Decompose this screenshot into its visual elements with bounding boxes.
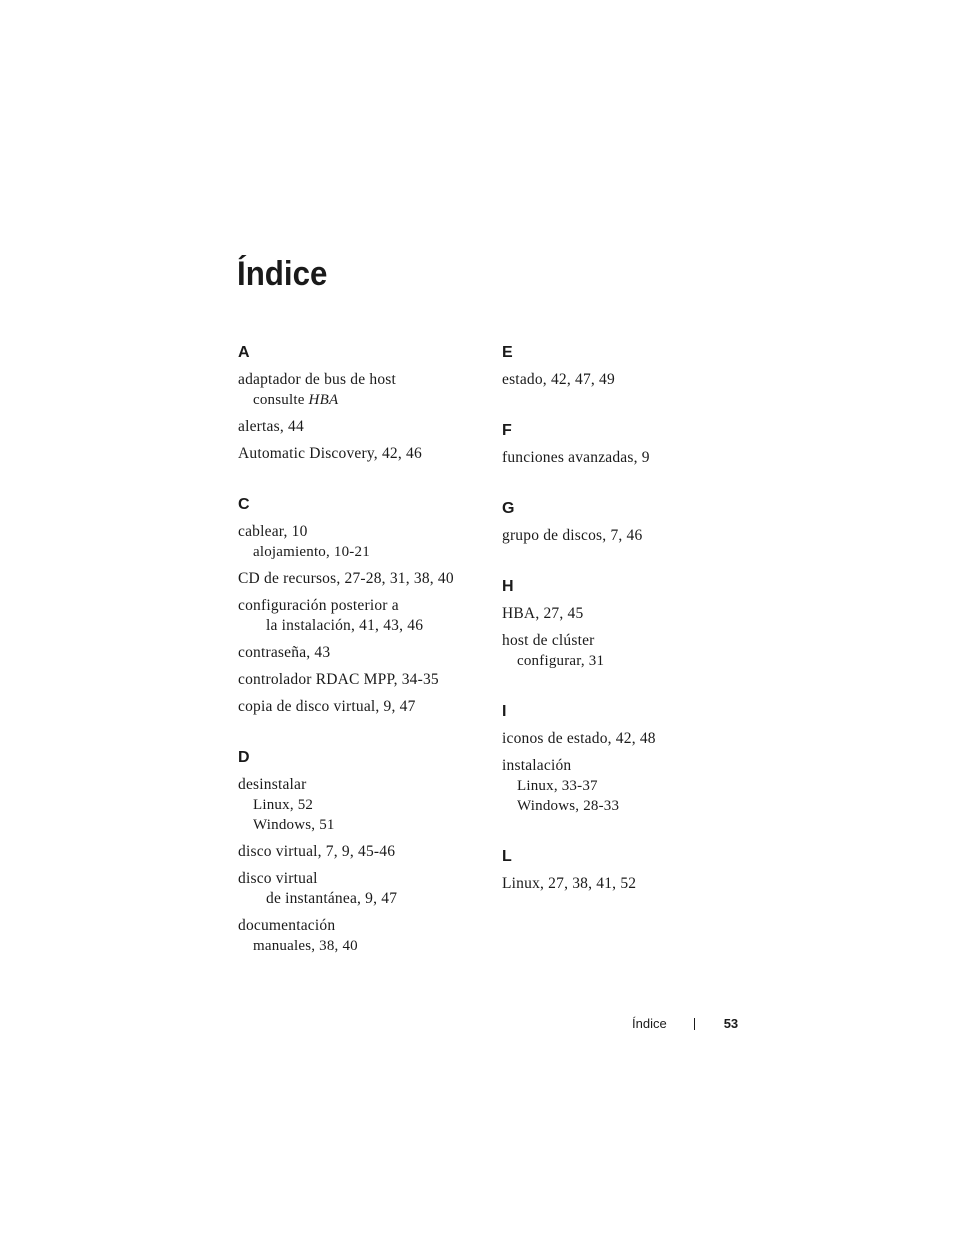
index-term: contraseña, 43 <box>238 644 331 661</box>
subentry-text: consulte <box>253 392 309 408</box>
index-section <box>238 340 488 464</box>
index-subentry <box>502 776 752 796</box>
index-entry <box>502 604 752 624</box>
index-term: grupo de discos, 7, 46 <box>502 527 643 544</box>
index-section <box>502 844 752 894</box>
index-subentry <box>238 390 488 410</box>
index-entries <box>502 522 752 546</box>
index-term: cablear, 10 <box>238 523 308 540</box>
index-section <box>502 699 752 816</box>
index-entries <box>238 771 488 956</box>
section-letter: H <box>502 578 514 595</box>
index-term: adaptador de bus de host <box>238 371 397 388</box>
index-entry <box>502 370 752 390</box>
subentry-text: Windows, 51 <box>253 817 335 833</box>
index-entry <box>238 522 488 562</box>
footer-separator <box>694 1018 695 1030</box>
index-entry <box>502 756 752 816</box>
subentry-text: configurar, 31 <box>517 653 605 669</box>
index-term: Linux, 27, 38, 41, 52 <box>502 875 637 892</box>
index-term: HBA, 27, 45 <box>502 605 584 622</box>
index-entries <box>238 366 488 464</box>
index-term: alertas, 44 <box>238 418 304 435</box>
index-entries <box>502 366 752 390</box>
index-term: desinstalar <box>238 776 307 793</box>
index-term-continuation: de instantánea, 9, 47 <box>266 890 398 907</box>
index-term: disco virtual, 7, 9, 45-46 <box>238 843 396 860</box>
index-term: instalación <box>502 757 572 774</box>
section-letter: C <box>238 496 250 513</box>
index-entry <box>502 874 752 894</box>
index-section <box>238 745 488 956</box>
section-letter: F <box>502 422 512 439</box>
index-entry <box>238 596 488 636</box>
page-footer <box>632 1014 738 1034</box>
index-section <box>502 418 752 468</box>
section-letter: I <box>502 703 507 720</box>
index-entries <box>502 444 752 468</box>
index-subentry <box>238 795 488 815</box>
index-column-right <box>502 340 752 922</box>
index-entries <box>238 518 488 717</box>
index-entries <box>502 870 752 894</box>
section-letter: A <box>238 344 250 361</box>
page-title: Índice <box>237 255 328 293</box>
index-entry <box>238 569 488 589</box>
index-term: controlador RDAC MPP, 34-35 <box>238 671 439 688</box>
index-entry <box>502 631 752 671</box>
index-term-continuation: la instalación, 41, 43, 46 <box>266 617 424 634</box>
subentry-text: alojamiento, 10-21 <box>253 544 370 560</box>
index-entries <box>502 725 752 816</box>
index-subentry <box>502 796 752 816</box>
index-subentry <box>238 815 488 835</box>
index-subentry <box>238 542 488 562</box>
index-entry <box>502 448 752 468</box>
section-letter: L <box>502 848 512 865</box>
index-entry <box>238 643 488 663</box>
section-letter: E <box>502 344 513 361</box>
page-number: 53 <box>723 1016 739 1031</box>
index-subentry <box>502 651 752 671</box>
index-term: copia de disco virtual, 9, 47 <box>238 698 416 715</box>
subentry-text: Linux, 52 <box>253 797 314 813</box>
index-entry <box>238 842 488 862</box>
index-term: Automatic Discovery, 42, 46 <box>238 445 422 462</box>
index-section <box>502 574 752 671</box>
index-term: documentación <box>238 917 336 934</box>
index-subentry <box>238 936 488 956</box>
index-section <box>238 492 488 717</box>
index-section <box>502 340 752 390</box>
index-entries <box>502 600 752 671</box>
index-term: iconos de estado, 42, 48 <box>502 730 656 747</box>
index-section <box>502 496 752 546</box>
subentry-text: Linux, 33-37 <box>517 778 598 794</box>
index-entry <box>238 444 488 464</box>
index-entry <box>238 697 488 717</box>
index-entry <box>502 526 752 546</box>
subentry-text: manuales, 38, 40 <box>253 938 358 954</box>
index-entry <box>238 670 488 690</box>
section-letter: D <box>238 749 250 766</box>
index-entry <box>238 916 488 956</box>
section-letter: G <box>502 500 515 517</box>
index-term: funciones avanzadas, 9 <box>502 449 650 466</box>
index-column-left <box>238 340 488 984</box>
index-entry <box>502 729 752 749</box>
index-entry <box>238 775 488 835</box>
footer-section-label: Índice <box>632 1016 667 1031</box>
index-entry <box>238 417 488 437</box>
index-term: configuración posterior a <box>238 597 399 614</box>
index-term: host de clúster <box>502 632 595 649</box>
index-term: CD de recursos, 27-28, 31, 38, 40 <box>238 570 454 587</box>
cross-reference: HBA <box>308 392 339 408</box>
index-term: disco virtual <box>238 870 318 887</box>
index-entry <box>238 869 488 909</box>
index-term: estado, 42, 47, 49 <box>502 371 615 388</box>
subentry-text: Windows, 28-33 <box>517 798 620 814</box>
index-entry <box>238 370 488 410</box>
